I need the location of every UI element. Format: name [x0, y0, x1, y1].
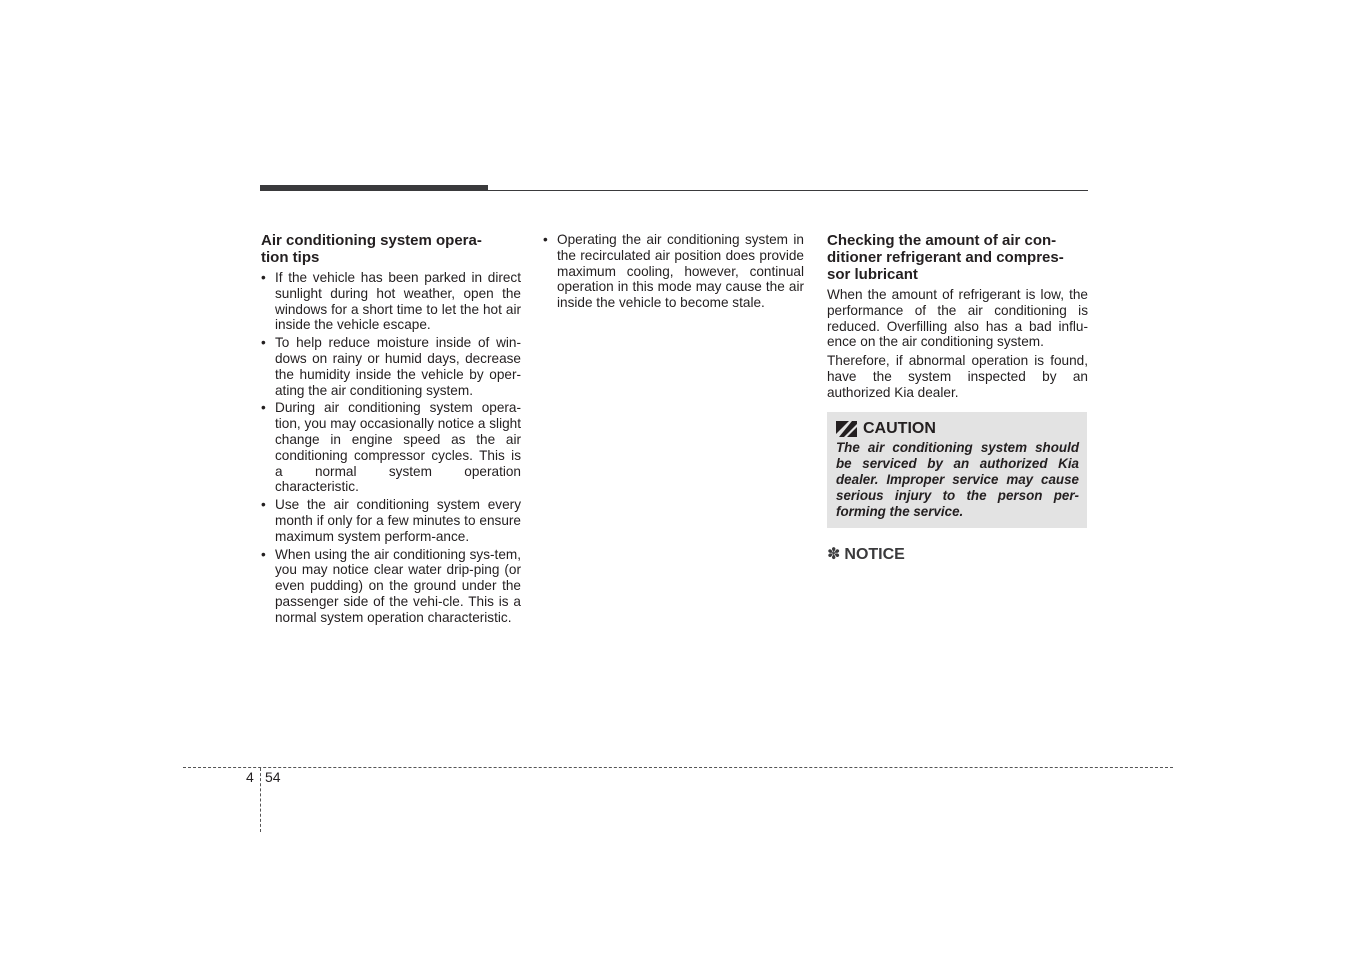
list-item: • To help reduce moisture inside of win-dows on rainy or humid days, decrease the humidity inside the vehicle by oper-ating the air conditioning system.	[261, 335, 521, 398]
caution-text: The air conditioning system should be serviced by an authorized Kia dealer. Improper service may cause serious injury to the person per-forming the service.	[836, 439, 1079, 519]
header-rule	[260, 190, 1088, 191]
section-heading-operation-tips: Air conditioning system opera- tion tips	[261, 232, 482, 266]
list-item: • When using the air conditioning sys-tem, you may notice clear water drip-ping (or even pudding) on the ground under the passenger side of the vehi-cle. This is a normal system operation characteristic.	[261, 546, 521, 625]
column-right	[827, 232, 1088, 564]
bullet-icon: •	[261, 270, 266, 285]
column-left	[261, 232, 521, 628]
asterisk-icon: ✽	[827, 545, 841, 563]
notice-heading: ✽ NOTICE	[827, 545, 905, 563]
footer-dashed-rule	[183, 767, 1173, 768]
page-number: 54	[265, 769, 281, 785]
caution-title: CAUTION	[836, 420, 1079, 438]
footer-vertical-dashed-rule	[260, 768, 261, 832]
section-heading-refrigerant-check: Checking the amount of air con- ditioner refrigerant and compres- sor lubricant	[827, 232, 1064, 283]
bullet-icon: •	[261, 497, 266, 513]
caution-box	[827, 412, 1087, 528]
list-item: • Use the air conditioning system every month if only for a few minutes to ensure maximum system perform-ance.	[261, 497, 521, 544]
bullet-icon: •	[543, 232, 548, 247]
bullet-icon: •	[261, 335, 266, 351]
paragraph-inspection: Therefore, if abnormal operation is found, have the system inspected by an authorized Kia dealer.	[827, 353, 1088, 400]
tips-list	[261, 270, 521, 626]
bullet-icon: •	[261, 546, 266, 562]
list-item: • Operating the air conditioning system in the recirculated air position does provide maximum cooling, however, continual operation in this mode may cause the air inside the vehicle to become stale.	[543, 232, 804, 311]
caution-slash-icon	[836, 421, 857, 437]
tips-list-continued	[543, 232, 804, 311]
paragraph-refrigerant: When the amount of refrigerant is low, the performance of the air conditioning is reduced. Overfilling also has a bad influ-ence on the air conditioning system.	[827, 287, 1088, 350]
list-item: • During air conditioning system opera-tion, you may occasionally notice a slight change in engine speed as the air conditioning compressor cycles. This is a normal system operation characteristic.	[261, 400, 521, 495]
list-item: • If the vehicle has been parked in direct sunlight during hot weather, open the windows for a short time to let the hot air inside the vehicle escape.	[261, 270, 521, 333]
chapter-number: 4	[246, 769, 254, 785]
bullet-icon: •	[261, 400, 266, 416]
column-middle	[543, 232, 804, 313]
